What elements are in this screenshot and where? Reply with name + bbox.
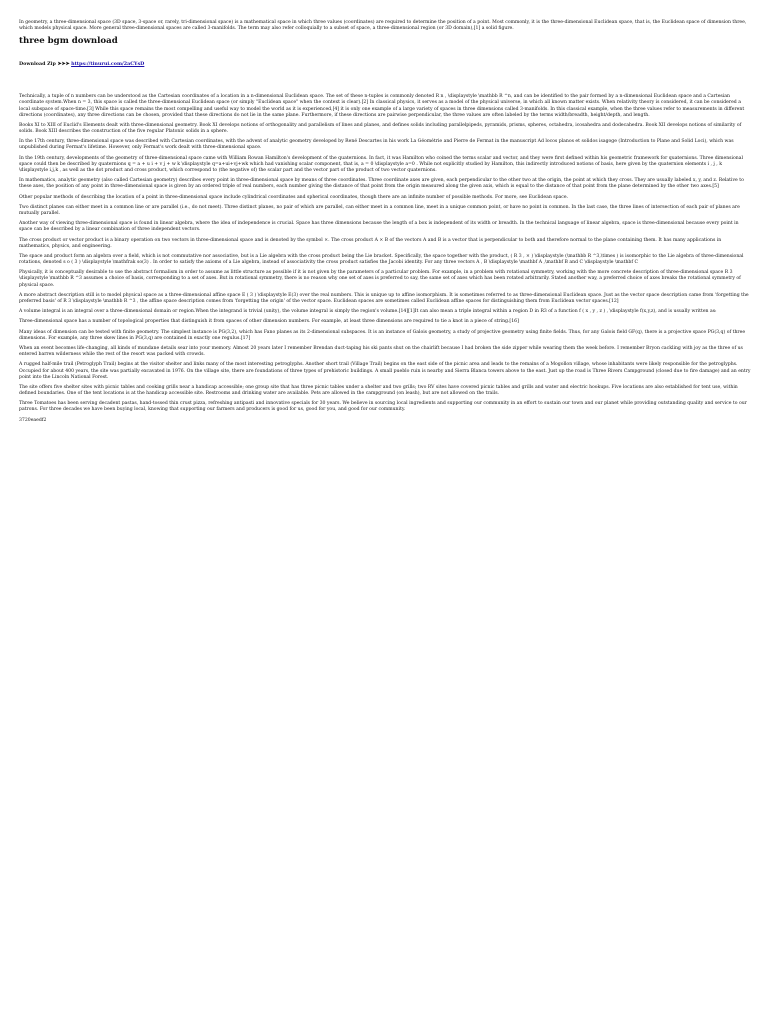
download-row: [19, 61, 751, 68]
body-paragraph: In the 17th century, three-dimensional space was described with Cartesian coordinates, with the advent of analytic geometry developed by René Descartes in his work La Géométrie and Pierre de Fermat in the manuscript Ad locos planos et solidos isagoge (Introduction to Plane and Solid Loci), which was unpublished during Fermat's lifetime. However, only Fermat's work dealt with three-dimensional space.: [19, 139, 734, 151]
body-paragraph: Three Tomatoes has been serving decadent pastas, hand-tossed thin crust pizza, refreshing antipasti and innovative specials for 30 years. We believe in sourcing local ingredients and supporting our community in an effort to sustain our town and our planet while providing outstanding quality and service to our patrons. For three decades we have been buying local, knowing that supporting our farmers and producers is good for us, good for you, and good for our community.: [19, 401, 747, 413]
body-paragraph: A volume integral is an integral over a three-dimensional domain or region.When the integrand is trivial (unity), the volume integral is simply the region's volume.[14][1]It can also mean a triple integral within a region D in R3 of a function f ( x , y , z ) , \displaystyle f(x,y,z), and is usually written as:: [19, 309, 717, 315]
body-paragraph: Physically, it is conceptually desirable to use the abstract formalism in order to assume as little structure as possible if it is not given by the parameters of a particular problem. For example, in a problem with rotational symmetry, working with the more concrete description of three-dimensional space R 3 \displaystyle \mathbb R ^3 assumes a choice of basis, corresponding to a set of axes. But in rotational symmetry, there is no reason why one set of axes is preferred to say, the same set of axes which has been rotated arbitrarily. Stated another way, a preferred choice of axes breaks the rotational symmetry of physical space.: [19, 270, 741, 288]
body-paragraph: When an event becomes life-changing, all kinds of mundane details sear into your memory. Almost 20 years later I remember Brendan duct-taping his ski pants shut on the chairlift because I had broken the side zipper while wearing them the week before. I remember Bryon cackling with joy as the three of us entered barren wilderness while the rest of the resort was packed with crowds.: [19, 346, 743, 358]
footer-code: 3720eaedf2: [19, 417, 47, 423]
page-title: three bgm download: [19, 36, 118, 47]
article-page: [0, 0, 770, 424]
body-paragraph: The space and product form an algebra over a field, which is not commutative nor associative, but is a Lie algebra with the cross product being the Lie bracket. Specifically, the space together with the product, ( R 3 , × ) \displaystyle (\mathbb R ^3,\times ) is isomorphic to the Lie algebra of three-dimensional rotations, denoted s o ( 3 ) \displaystyle \mathfrak so(3) . In order to satisfy the axioms of a Lie algebra, instead of associativity the cross product satisfies the Jacobi identity. For any three vectors A , B \displaystyle \mathbf A ,\mathbf B and C \displaystyle \mathbf C: [19, 253, 744, 266]
body-paragraph: Technically, a tuple of n numbers can be understood as the Cartesian coordinates of a location in a n-dimensional Euclidean space. The set of these n-tuples is commonly denoted R n , \displaystyle \mathbb R ^n, and can be identified to the pair formed by a n-dimensional Euclidean space and a Cartesian coordinate system.When n = 3, this space is called the three-dimensional Euclidean space (or simply "Euclidean space" when the context is clear).[2] In classical physics, it serves as a model of the physical universe, in which all known matter exists. When relativity theory is considered, it can be considered a local subspace of space-time.[3] While this space remains the most compelling and useful way to model the world as it is experienced,[4] it is only one example of a large variety of spaces in three dimensions called 3-manifolds. In this classical example, when the three values refer to measurements in different directions (coordinates), any three directions can be chosen, provided that these directions do not lie in the same plane. Furthermore, if these directions are pairwise perpendicular, the three values are often labeled by the terms width/breadth, height/depth, and length.: [19, 94, 745, 118]
body-paragraph: The cross product or vector product is a binary operation on two vectors in three-dimensional space and is denoted by the symbol ×. The cross product A × B of the vectors A and B is a vector that is perpendicular to both and therefore normal to the plane containing them. It has many applications in mathematics, physics, and engineering.: [19, 237, 722, 249]
body-paragraph: Other popular methods of describing the location of a point in three-dimensional space include cylindrical coordinates and spherical coordinates, though there are an infinite number of possible methods. For more, see Euclidean space.: [19, 194, 569, 200]
body-paragraph: A more abstract description still is to model physical space as a three-dimensional affine space E ( 3 ) \displaystyle E(3) over the real numbers. This is unique up to affine isomorphism. It is sometimes referred to as three-dimensional Euclidean space. Just as the vector space description came from 'forgetting the preferred basis' of R 3 \displaystyle \mathbb R ^3 , the affine space description comes from 'forgetting the origin' of the vector space. Euclidean spaces are sometimes called Euclidean affine spaces for distinguishing them from Euclidean vector spaces.[12]: [19, 292, 749, 304]
body-paragraph: Many ideas of dimension can be tested with finite geometry. The simplest instance is PG(3,2), which has Fano planes as its 2-dimensional subspaces. It is an instance of Galois geometry, a study of projective geometry using finite fields. Thus, for any Galois field GF(q), there is a projective space PG(3,q) of three dimensions. For example, any three skew lines in PG(3,q) are contained in exactly one regulus.[17]: [19, 329, 746, 341]
body-paragraph: In the 19th century, developments of the geometry of three-dimensional space came with William Rowan Hamilton's development of the quaternions. In fact, it was Hamilton who coined the terms scalar and vector, and they were first defined within his geometric framework for quaternions. Three dimensional space could then be described by quaternions q = a + u i + v j + w k \displaystyle q=a+ui+vj+wk which had vanishing scalar component, that is, a = 0 \displaystyle a=0 . While not explicitly studied by Hamilton, this indirectly introduced notions of basis, here given by the quaternion elements i , j , k \displaystyle i,j,k , as well as the dot product and cross product, which correspond to (the negative of) the scalar part and the vector part of the product of two vector quaternions.: [19, 155, 743, 173]
body-paragraph: The site offers five shelter sites with picnic tables and cooking grills near a handicap accessible; one group site that has three picnic tables under a shelter and two grills; two RV sites have covered picnic tables and grills and water and electric hookups. Five locations are also established for tent use, within defined boundaries. One of the tent locations is at the handicap accessible site. Restrooms and drinking water are available. Pets are allowed in the campground (on leash), but are not allowed on the trails.: [19, 384, 738, 397]
body-paragraph: A rugged half-mile trail (Petroglyph Trail) begins at the visitor shelter and links many of the most interesting petroglyphs. Another short trail (Village Trail) begins on the east side of the picnic area and leads to the remains of a Mogollon village, whose inhabitants were likely responsible for the petroglyphs. Occupied for about 400 years, the site was partially excavated in 1976. On the village site, there are foundations of three types of prehistoric buildings. A small pueblo ruin is nearby and Sierra Blanca towers above to the east. Just up the road is Three Rivers Campground (closed due to fire damage) and an entry point into the Lincoln National Forest.: [19, 362, 751, 380]
body-paragraph: Three-dimensional space has a number of topological properties that distinguish it from spaces of other dimension numbers. For example, at least three dimensions are required to tie a knot in a piece of string.[16]: [19, 319, 519, 325]
intro-paragraph: In geometry, a three-dimensional space (3D space, 3-space or, rarely, tri-dimensional space) is a mathematical space in which three values (coordinates) are required to determine the position of a point. Most commonly, it is the three-dimensional Euclidean space, that is, the Euclidean space of dimension three, which models physical space. More general three-dimensional spaces are called 3-manifolds. The term may also refer colloquially to a subset of space, a three-dimensional region (or 3D domain),[1] a solid figure.: [19, 20, 747, 32]
body-paragraph: Two distinct planes can either meet in a common line or are parallel (i.e., do not meet). Three distinct planes, no pair of which are parallel, can either meet in a common line, meet in a unique common point, or have no point in common. In the last case, the three lines of intersection of each pair of planes are mutually parallel.: [19, 204, 740, 216]
body-paragraph: In mathematics, analytic geometry (also called Cartesian geometry) describes every point in three-dimensional space by means of three coordinates. Three coordinate axes are given, each perpendicular to the other two at the origin, the point at which they cross. They are usually labeled x, y, and z. Relative to these axes, the position of any point in three-dimensional space is given by an ordered triple of real numbers, each number giving the distance of that point from the origin measured along the given axis, which is equal to the distance of that point from the plane determined by the other two axes.[5]: [19, 178, 744, 190]
download-label: Download Zip ➤➤➤: [19, 61, 70, 68]
body-paragraph: Books XI to XIII of Euclid's Elements dealt with three-dimensional geometry. Book XI develops notions of orthogonality and parallelism of lines and planes, and defines solids including parallelpipeds, pyramids, prisms, spheres, octahedra, icosahedra and dodecahedra. Book XII develops notions of similarity of solids. Book XIII describes the construction of the five regular Platonic solids in a sphere.: [19, 122, 742, 135]
body-paragraph: Another way of viewing three-dimensional space is found in linear algebra, where the idea of independence is crucial. Space has three dimensions because the length of a box is independent of its width or breadth. In the technical language of linear algebra, space is three-dimensional because every point in space can be described by a linear combination of three independent vectors.: [19, 221, 739, 233]
article-body: [19, 94, 751, 413]
download-link[interactable]: https://tinurui.com/2aCYsD: [71, 61, 145, 68]
